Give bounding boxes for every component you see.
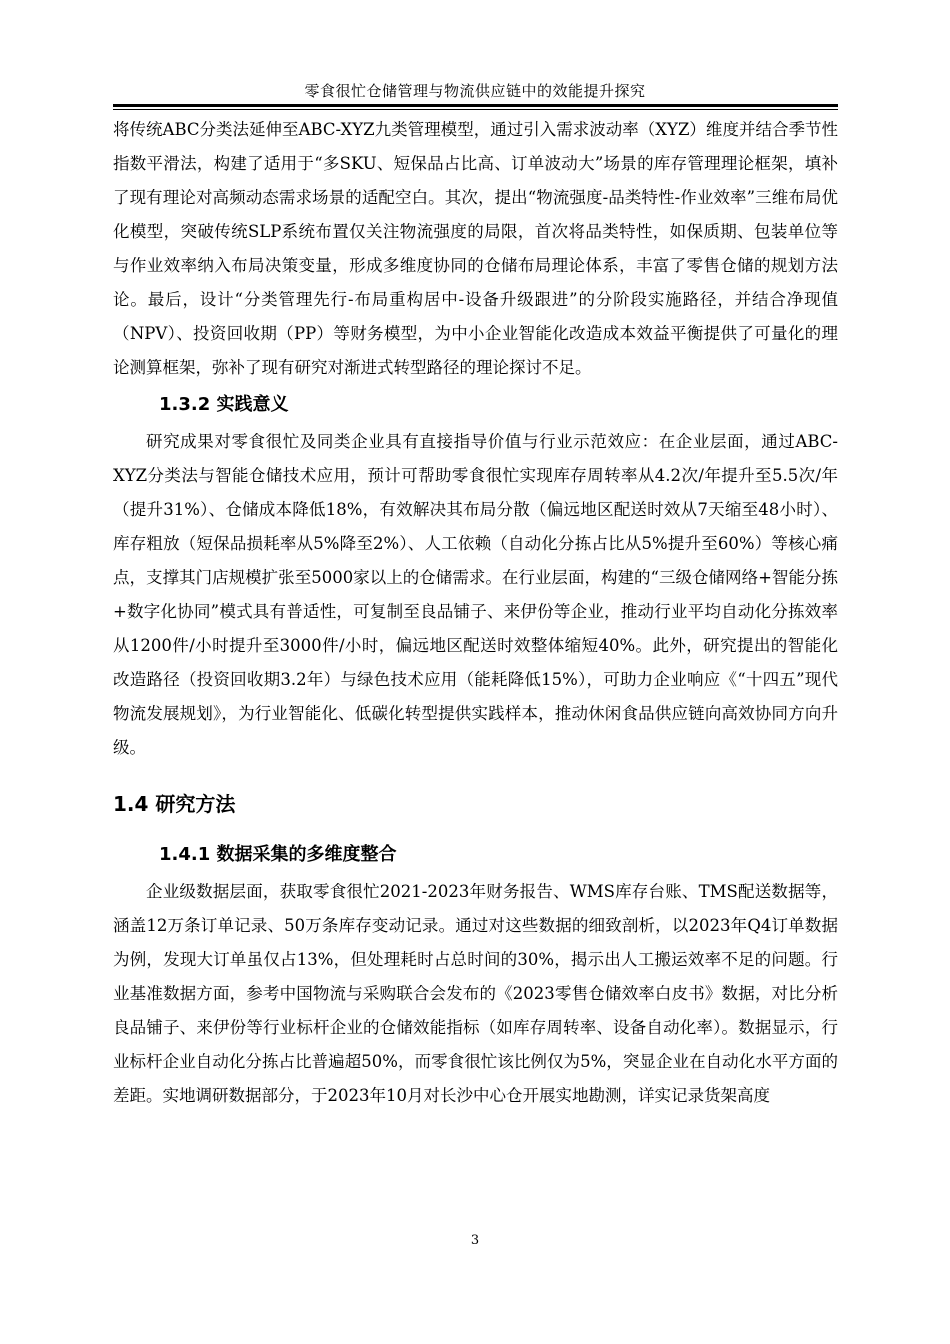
heading-1-3-2: 1.3.2 实践意义 <box>159 394 289 415</box>
page-body <box>113 113 838 1113</box>
header-rule-thick <box>113 104 838 107</box>
paragraph-theoretical-significance: 将传统ABC分类法延伸至ABC-XYZ九类管理模型，通过引入需求波动率（XYZ）维度并结合季节性指数平滑法，构建了适用于“多SKU、短保品占比高、订单波动大”场景的库存管理理论框架，填补了现有理论对高频动态需求场景的适配空白。其次，提出“物流强度-品类特性-作业效率”三维布局优化模型，突破传统SLP系统布置仅关注物流强度的局限，首次将品类特性，如保质期、包装单位等与作业效率纳入布局决策变量，形成多维度协同的仓储布局理论体系，丰富了零售仓储的规划方法论。最后，设计“分类管理先行-布局重构居中-设备升级跟进”的分阶段实施路径，并结合净现值（NPV）、投资回收期（PP）等财务模型，为中小企业智能化改造成本效益平衡提供了可量化的理论测算框架，弥补了现有研究对渐进式转型路径的理论探讨不足。 <box>113 120 838 377</box>
running-header: 零食很忙仓储管理与物流供应链中的效能提升探究 <box>304 82 646 100</box>
heading-1-4-1: 1.4.1 数据采集的多维度整合 <box>159 844 397 865</box>
paragraph-practical-significance: 研究成果对零食很忙及同类企业具有直接指导价值与行业示范效应：在企业层面，通过ABC-XYZ分类法与智能仓储技术应用，预计可帮助零食很忙实现库存周转率从4.2次/年提升至5.5次/年（提升31%）、仓储成本降低18%，有效解决其布局分散（偏远地区配送时效从7天缩至48小时）、库存粗放（短保品损耗率从5%降至2%）、人工依赖（自动化分拣占比从5%提升至60%）等核心痛点，支撑其门店规模扩张至5000家以上的仓储需求。在行业层面，构建的“三级仓储网络+智能分拣+数字化协同”模式具有普适性，可复制至良品铺子、来伊份等企业，推动行业平均自动化分拣效率从1200件/小时提升至3000件/小时，偏远地区配送时效整体缩短40%。此外，研究提出的智能化改造路径（投资回收期3.2年）与绿色技术应用（能耗降低15%），可助力企业响应《“十四五”现代物流发展规划》，为行业智能化、低碳化转型提供实践样本，推动休闲食品供应链向高效协同方向升级。 <box>113 432 838 757</box>
paragraph-data-collection: 企业级数据层面，获取零食很忙2021-2023年财务报告、WMS库存台账、TMS配送数据等，涵盖12万条订单记录、50万条库存变动记录。通过对这些数据的细致剖析，以2023年Q4订单数据为例，发现大订单虽仅占13%，但处理耗时占总时间的30%，揭示出人工搬运效率不足的问题。行业基准数据方面，参考中国物流与采购联合会发布的《2023零售仓储效率白皮书》数据，对比分析良品铺子、来伊份等行业标杆企业的仓储效能指标（如库存周转率、设备自动化率）。数据显示，行业标杆企业自动化分拣占比普遍超50%，而零食很忙该比例仅为5%，突显企业在自动化水平方面的差距。实地调研数据部分，于2023年10月对长沙中心仓开展实地勘测，详实记录货架高度 <box>113 882 838 1105</box>
heading-1-4: 1.4 研究方法 <box>113 792 236 816</box>
header-rule-thin <box>113 109 838 110</box>
page-number: 3 <box>470 1233 480 1248</box>
